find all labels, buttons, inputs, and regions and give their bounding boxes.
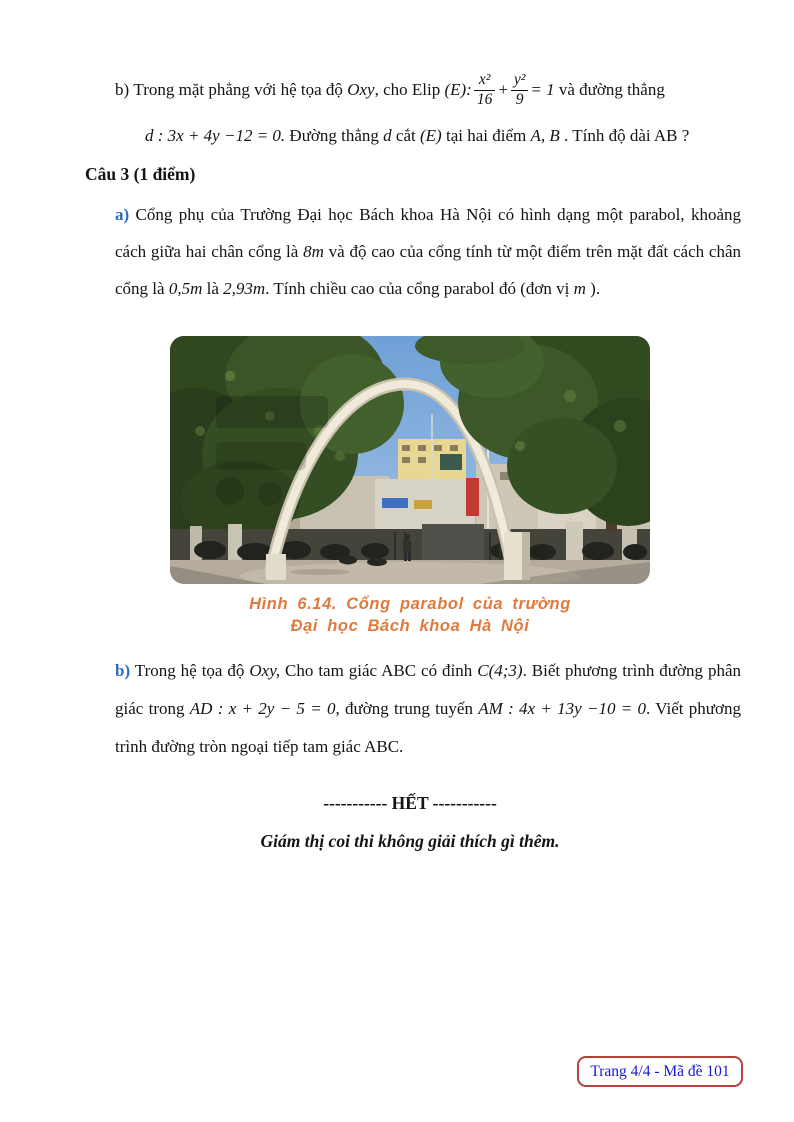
e-symbol: (E) [420, 126, 442, 145]
q2b-line2-end: . Tính độ dài AB ? [559, 126, 690, 145]
q3b-seg1: Trong hệ tọa độ [130, 661, 250, 680]
ground [170, 560, 650, 584]
q2b-cho-elip-text: , cho Elip [374, 80, 445, 99]
question-3-heading: Câu 3 (1 điểm) [85, 164, 196, 184]
unit-m-symbol: m [573, 279, 586, 298]
q3a-seg3: là [202, 279, 224, 298]
point-b-symbol: B [549, 126, 560, 145]
q3b-label: b) [115, 661, 131, 680]
person-walking [403, 534, 411, 561]
q3a-seg1: Cổng phụ của Trường Đại học Bách khoa Hà Nội có hình dạng một parabol, khoảng cách giữa hai chân cổng là [115, 205, 741, 261]
point-a-symbol: A [530, 126, 541, 145]
q3b-seg4: , đường trung tuyến [335, 699, 479, 718]
median-am-equation: AM : 4x + 13y −10 = 0 [478, 699, 647, 718]
q3b-seg2: Cho tam giác ABC có đỉnh [280, 661, 478, 680]
line-d-equation: d : 3x + 4y −12 = 0. [145, 126, 286, 145]
q2b-line2-cat: cắt [391, 126, 420, 145]
figure-caption [170, 593, 650, 637]
q2b-line2-comma: , [540, 126, 550, 145]
q3a-seg5: ). [585, 279, 601, 298]
q2b-label: b) [115, 80, 134, 99]
vertex-c-coordinates: C(4;3) [477, 661, 523, 680]
figure-caption-line1: Hình 6.14. Cổng parabol của trường [249, 595, 571, 613]
value-0-5m: 0,5m [168, 279, 203, 298]
question-2b-line1 [115, 64, 741, 116]
value-8m: 8m [303, 242, 324, 261]
question-2b-line2 [145, 126, 745, 146]
q3b-seg5: . Viết phương trình đường tròn ngoại tiếp tam giác ABC. [115, 699, 741, 756]
q3a-seg4: . Tính chiều cao của cổng parabol đó (đơn vị [265, 279, 574, 298]
q2b-outro-text: và đường thẳng [554, 80, 665, 99]
oxy-symbol-2: Oxy, [249, 661, 281, 680]
fraction-x2-over-16: $\frac{\text{x²}}{16}$ [474, 72, 496, 108]
question-3a-paragraph [115, 196, 741, 307]
gate-photo-svg [170, 336, 650, 584]
proctor-note: Giám thị coi thi không giải thích gì thêm. [260, 831, 560, 851]
d-symbol: d [383, 126, 392, 145]
q3a-seg2: và độ cao của cổng tính từ một điểm trên mặt đất cách chân cổng là [115, 242, 742, 298]
plus-sign: + [497, 80, 509, 99]
page-number-badge: Trang 4/4 - Mã đề 101 [577, 1056, 743, 1087]
q3a-label: a) [115, 205, 130, 224]
bisector-ad-equation: AD : x + 2y − 5 = 0 [189, 699, 336, 718]
q2b-intro-text: Trong mặt phẳng với hệ tọa độ [133, 80, 348, 99]
ellipse-symbol: (E): [444, 80, 472, 99]
figure-caption-line2: Đại học Bách khoa Hà Nội [290, 617, 530, 635]
question-3b-paragraph [115, 652, 741, 766]
parabolic-gate-photo [170, 336, 650, 584]
q2b-line2-tai: tại hai điểm [441, 126, 531, 145]
value-2-93m: 2,93m [223, 279, 266, 298]
end-of-exam-line: ----------- HẾT ----------- [323, 793, 497, 813]
q3b-seg3: . Biết phương trình đường phân giác trong [115, 661, 742, 718]
oxy-symbol: Oxy [347, 80, 375, 99]
equals-one: = 1 [530, 80, 555, 99]
fraction-y2-over-9: $\frac{\text{y²}}{9}$ [511, 72, 529, 108]
q2b-line2-mid: Đường thẳng [285, 126, 384, 145]
